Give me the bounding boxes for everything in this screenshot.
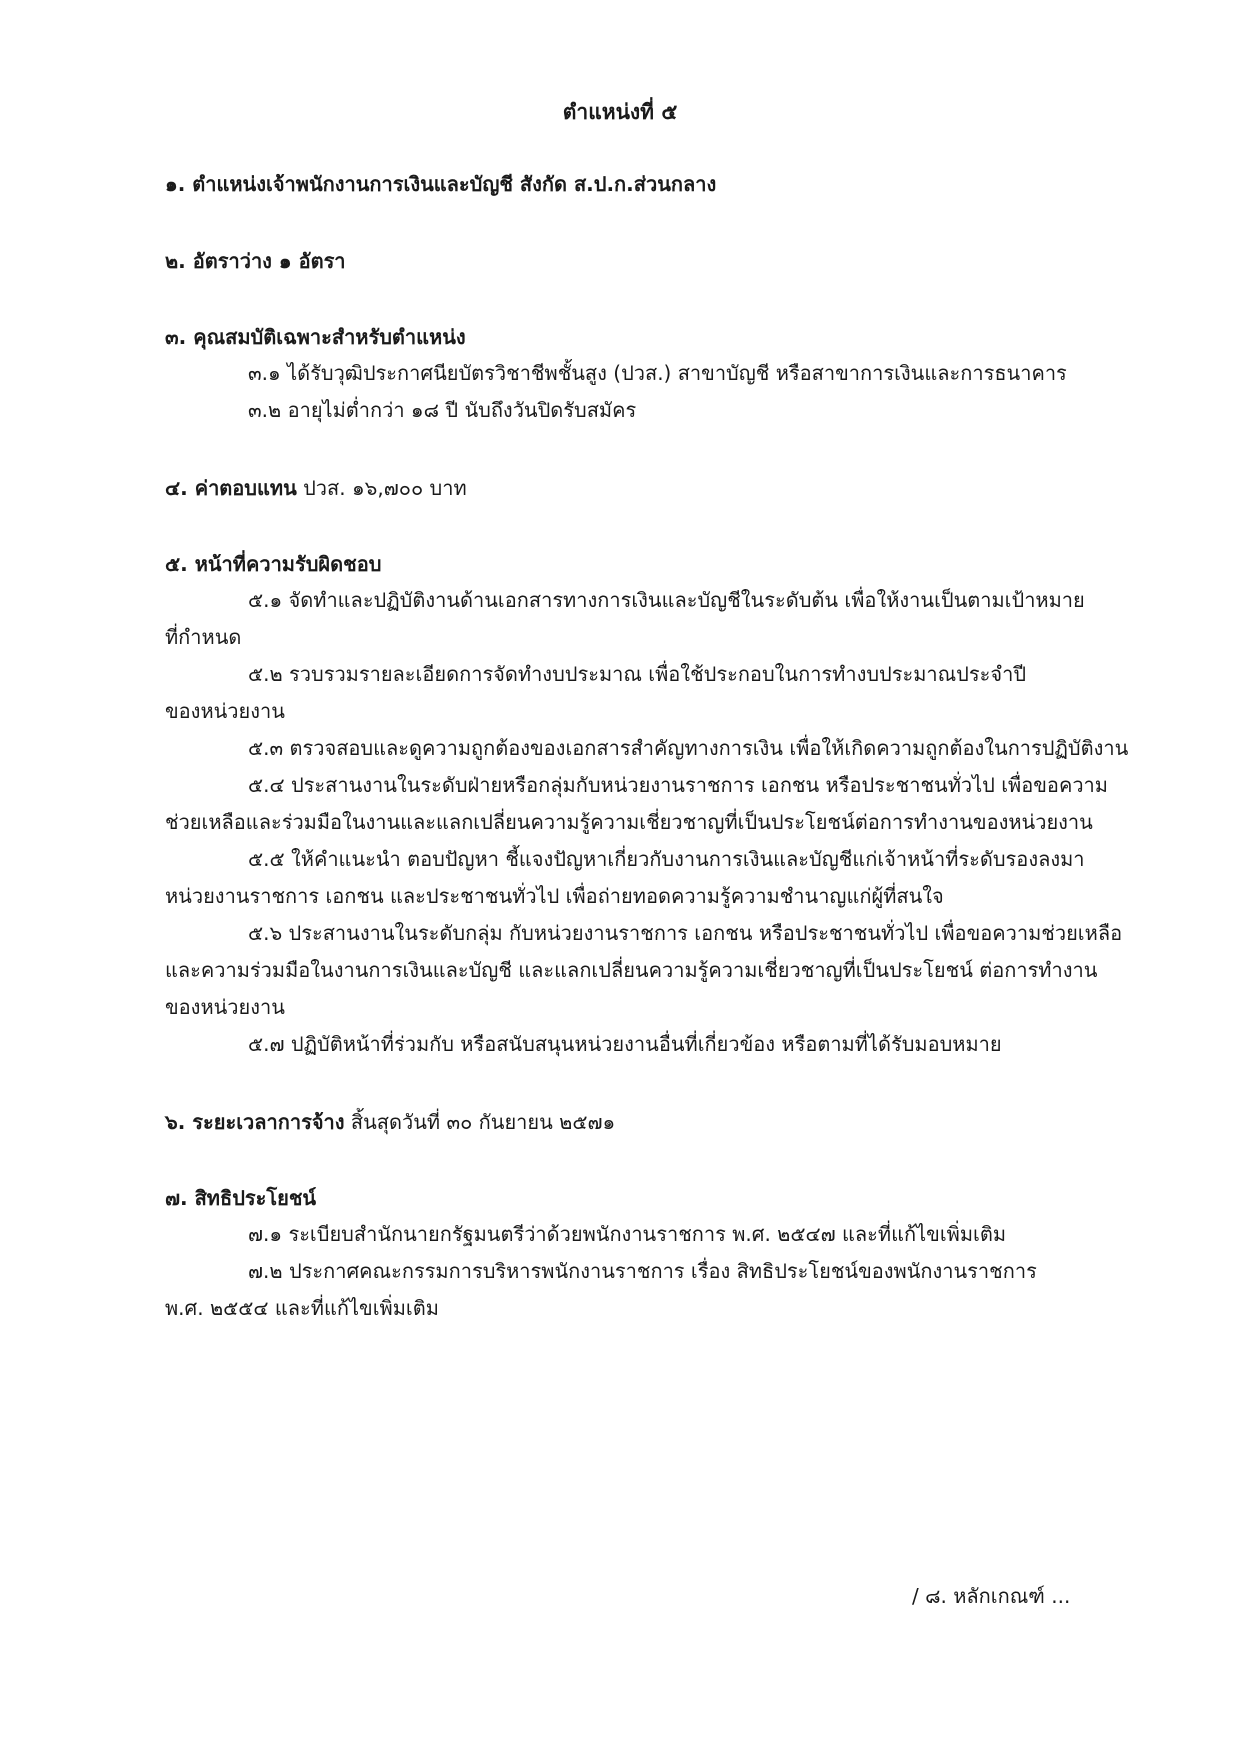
section-1-heading: ๑. ตำแหน่งเจ้าพนักงานการเงินและบัญชี สังกัด ส.ป.ก.ส่วนกลาง <box>165 172 717 196</box>
section-5-heading: ๕. หน้าที่ความรับผิดชอบ <box>165 552 382 576</box>
section-5-item-1-line-1: ๕.๑ จัดทำและปฏิบัติงานด้านเอกสารทางการเงินและบัญชีในระดับต้น เพื่อให้งานเป็นตามเป้าหมาย <box>248 588 1085 612</box>
section-5-item-3-line-1: ๕.๓ ตรวจสอบและดูความถูกต้องของเอกสารสำคัญทางการเงิน เพื่อให้เกิดความถูกต้องในการปฏิบัติงาน <box>248 736 1129 760</box>
section-2-heading: ๒. อัตราว่าง ๑ อัตรา <box>165 249 346 273</box>
section-5-item-6-line-3: ของหน่วยงาน <box>165 995 285 1019</box>
section-3-heading: ๓. คุณสมบัติเฉพาะสำหรับตำแหน่ง <box>165 325 466 349</box>
section-5-item-1-line-2: ที่กำหนด <box>165 625 242 649</box>
section-4-heading: ๔. ค่าตอบแทน <box>165 476 297 500</box>
page-title: ตำแหน่งที่ ๕ <box>562 100 678 124</box>
section-5-item-5-line-1: ๕.๕ ให้คำแนะนำ ตอบปัญหา ชี้แจงปัญหาเกี่ยวกับงานการเงินและบัญชีแก่เจ้าหน้าที่ระดับรองลงมา <box>248 847 1085 871</box>
section-7-item-2-line-2: พ.ศ. ๒๕๕๔ และที่แก้ไขเพิ่มเติม <box>165 1296 439 1320</box>
section-4-row <box>165 476 467 500</box>
section-5-item-5-line-2: หน่วยงานราชการ เอกชน และประชาชนทั่วไป เพื่อถ่ายทอดความรู้ความชำนาญแก่ผู้ที่สนใจ <box>165 884 944 908</box>
section-5-item-6-line-2: และความร่วมมือในงานการเงินและบัญชี และแลกเปลี่ยนความรู้ความเชี่ยวชาญที่เป็นประโยชน์ ต่อการทำงาน <box>165 958 1098 982</box>
section-5-item-2-line-2: ของหน่วยงาน <box>165 699 285 723</box>
section-4-value: ปวส. ๑๖,๗๐๐ บาท <box>296 476 467 500</box>
section-6-row <box>165 1110 615 1134</box>
section-7-item-2-line-1: ๗.๒ ประกาศคณะกรรมการบริหารพนักงานราชการ เรื่อง สิทธิประโยชน์ของพนักงานราชการ <box>248 1259 1037 1283</box>
section-5-item-6-line-1: ๕.๖ ประสานงานในระดับกลุ่ม กับหน่วยงานราชการ เอกชน หรือประชาชนทั่วไป เพื่อขอความช่วยเหลือ <box>248 921 1123 945</box>
section-5-item-2-line-1: ๕.๒ รวบรวมรายละเอียดการจัดทำงบประมาณ เพื่อใช้ประกอบในการทำงบประมาณประจำปี <box>248 662 1027 686</box>
section-7-item-1-line-1: ๗.๑ ระเบียบสำนักนายกรัฐมนตรีว่าด้วยพนักงานราชการ พ.ศ. ๒๕๔๗ และที่แก้ไขเพิ่มเติม <box>248 1222 1007 1246</box>
section-7-heading: ๗. สิทธิประโยชน์ <box>165 1186 317 1210</box>
section-3-item-2: ๓.๒ อายุไม่ต่ำกว่า ๑๘ ปี นับถึงวันปิดรับสมัคร <box>248 398 637 422</box>
section-6-value: สิ้นสุดวันที่ ๓๐ กันยายน ๒๕๗๑ <box>344 1110 616 1134</box>
section-5-item-4-line-2: ช่วยเหลือและร่วมมือในงานและแลกเปลี่ยนความรู้ความเชี่ยวชาญที่เป็นประโยชน์ต่อการทำงานของหน่วยงาน <box>165 810 1093 834</box>
section-3-item-1: ๓.๑ ได้รับวุฒิประกาศนียบัตรวิชาชีพชั้นสูง (ปวส.) สาขาบัญชี หรือสาขาการเงินและการธนาคาร <box>248 361 1067 385</box>
section-5-item-4-line-1: ๕.๔ ประสานงานในระดับฝ่ายหรือกลุ่มกับหน่วยงานราชการ เอกชน หรือประชาชนทั่วไป เพื่อขอความ <box>248 773 1108 797</box>
section-5-item-7-line-1: ๕.๗ ปฏิบัติหน้าที่ร่วมกับ หรือสนับสนุนหน่วยงานอื่นที่เกี่ยวข้อง หรือตามที่ได้รับมอบหมาย <box>248 1032 1002 1056</box>
section-6-heading: ๖. ระยะเวลาการจ้าง <box>165 1110 345 1134</box>
page-continuation-footer: / ๘. หลักเกณฑ์ ... <box>912 1584 1071 1608</box>
